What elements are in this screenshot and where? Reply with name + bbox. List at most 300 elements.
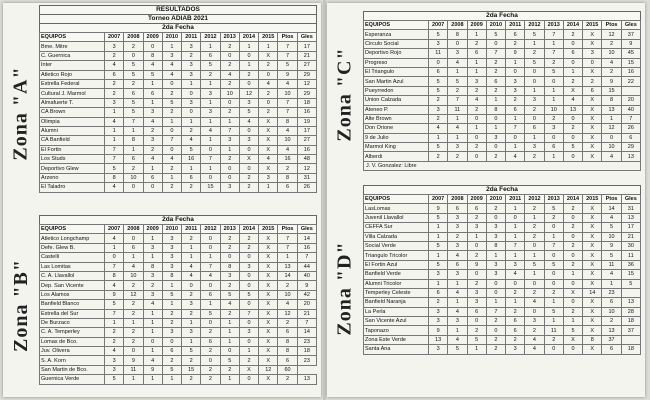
- score-cell: 5: [124, 108, 143, 117]
- score-cell: 6: [602, 345, 621, 354]
- score-cell: 2: [429, 96, 448, 105]
- team-name-cell: Defe. Glew B.: [40, 243, 105, 252]
- score-cell: 1: [162, 375, 181, 384]
- score-cell: 1: [467, 67, 486, 76]
- score-cell: 0: [525, 114, 544, 123]
- score-cell: 8: [583, 335, 602, 344]
- score-cell: 7: [239, 309, 258, 318]
- score-cell: 13: [621, 152, 640, 161]
- score-cell: 0: [544, 270, 563, 279]
- score-cell: 7: [297, 253, 316, 262]
- score-cell: 5: [621, 279, 640, 288]
- score-cell: 12: [278, 309, 297, 318]
- score-cell: 2: [124, 309, 143, 318]
- score-cell: 2: [544, 335, 563, 344]
- score-cell: 2: [124, 300, 143, 309]
- team-name-cell: CA Banfield: [40, 136, 105, 145]
- score-cell: X: [259, 290, 278, 299]
- team-name-cell: Ateneo P.: [364, 105, 429, 114]
- right-page: [327, 3, 645, 397]
- score-cell: 7: [278, 234, 297, 243]
- score-cell: 2: [259, 108, 278, 117]
- score-cell: 1: [544, 317, 563, 326]
- team-name-cell: El Triangulo: [364, 67, 429, 76]
- team-name-cell: Olimpia: [40, 117, 105, 126]
- score-cell: X: [259, 356, 278, 365]
- score-cell: 1: [143, 318, 162, 327]
- bye-note: J. V. Gonzalez: Libre: [363, 162, 641, 171]
- table-row: [40, 234, 317, 243]
- score-cell: 5: [124, 98, 143, 107]
- score-cell: X: [259, 164, 278, 173]
- team-name-cell: De Burzaco: [40, 318, 105, 327]
- score-cell: 9: [467, 260, 486, 269]
- score-cell: 3: [506, 86, 525, 95]
- column-header: 2007: [429, 195, 448, 204]
- score-cell: 3: [220, 183, 239, 192]
- score-cell: 2: [182, 356, 201, 365]
- table-row: [364, 105, 641, 114]
- column-header-teams: EQUIPOS: [40, 225, 105, 234]
- score-cell: 16: [297, 108, 316, 117]
- score-cell: 0: [486, 288, 505, 297]
- table-row: [40, 347, 317, 356]
- table-row: [40, 70, 317, 79]
- score-cell: 4: [201, 126, 220, 135]
- score-cell: 1: [602, 279, 621, 288]
- zone-b-table: [39, 215, 317, 385]
- score-cell: 9: [429, 326, 448, 335]
- score-cell: 1: [239, 42, 258, 51]
- score-cell: 3: [429, 39, 448, 48]
- score-cell: 2: [239, 243, 258, 252]
- table-row: [40, 356, 317, 365]
- score-cell: 1: [201, 117, 220, 126]
- table-row: [40, 136, 317, 145]
- score-cell: 1: [124, 318, 143, 327]
- score-cell: 1: [429, 279, 448, 288]
- score-cell: 3: [239, 262, 258, 271]
- zone-b-label: Zona "B": [9, 258, 32, 352]
- score-cell: 0: [467, 317, 486, 326]
- score-cell: 5: [429, 86, 448, 95]
- score-cell: 5: [602, 223, 621, 232]
- score-cell: 3: [143, 271, 162, 280]
- score-cell: 1: [124, 375, 143, 384]
- score-cell: 7: [220, 126, 239, 135]
- score-cell: 5: [105, 300, 124, 309]
- score-cell: 1: [124, 126, 143, 135]
- score-cell: 4: [182, 136, 201, 145]
- score-cell: X: [583, 67, 602, 76]
- score-cell: 7: [105, 155, 124, 164]
- score-cell: 3: [220, 271, 239, 280]
- team-name-cell: Juv. Olivera: [40, 347, 105, 356]
- score-cell: 2: [467, 105, 486, 114]
- score-cell: 3: [182, 98, 201, 107]
- score-cell: 2: [124, 337, 143, 346]
- score-cell: X: [583, 317, 602, 326]
- score-cell: 6: [621, 133, 640, 142]
- score-cell: 0: [239, 126, 258, 135]
- score-cell: 5: [239, 108, 258, 117]
- team-name-cell: C. A. Temperley: [40, 328, 105, 337]
- team-name-cell: CA Brown: [40, 108, 105, 117]
- score-cell: 0: [544, 279, 563, 288]
- score-cell: 6: [506, 30, 525, 39]
- score-cell: 1: [544, 96, 563, 105]
- score-cell: 1: [467, 232, 486, 241]
- score-cell: X: [259, 51, 278, 60]
- score-cell: 2: [105, 79, 124, 88]
- score-cell: 3: [105, 42, 124, 51]
- score-cell: 1: [506, 114, 525, 123]
- score-cell: 2: [278, 281, 297, 290]
- score-cell: 10: [602, 232, 621, 241]
- score-cell: 1: [220, 337, 239, 346]
- results-title: RESULTADOS: [39, 5, 317, 14]
- team-name-cell: Guernica Verde: [40, 375, 105, 384]
- score-cell: 15: [182, 365, 201, 374]
- team-name-cell: San Vicente Azul: [364, 317, 429, 326]
- score-cell: 6: [143, 89, 162, 98]
- score-cell: X: [259, 337, 278, 346]
- score-cell: X: [563, 288, 582, 297]
- score-cell: 1: [220, 117, 239, 126]
- column-header: 2009: [143, 225, 162, 234]
- score-cell: 40: [621, 105, 640, 114]
- team-name-cell: LasLomas: [364, 204, 429, 213]
- score-cell: 3: [448, 143, 467, 152]
- score-cell: X: [259, 281, 278, 290]
- table-row: [364, 288, 641, 297]
- score-cell: 0: [124, 234, 143, 243]
- table-row: [40, 281, 317, 290]
- score-cell: 4: [448, 251, 467, 260]
- table-row: [364, 124, 641, 133]
- score-cell: 30: [621, 241, 640, 250]
- score-cell: 2: [201, 70, 220, 79]
- score-cell: 9: [297, 281, 316, 290]
- score-cell: 3: [429, 345, 448, 354]
- score-cell: 0: [544, 251, 563, 260]
- score-cell: 1: [563, 270, 582, 279]
- score-cell: X: [259, 253, 278, 262]
- score-cell: 5: [182, 145, 201, 154]
- score-cell: 10: [278, 136, 297, 145]
- score-cell: 0: [563, 58, 582, 67]
- team-name-cell: San Martin de Bco.: [40, 365, 105, 374]
- score-cell: 8: [162, 271, 181, 280]
- score-cell: 1: [525, 86, 544, 95]
- score-cell: 2: [220, 309, 239, 318]
- score-cell: X: [259, 328, 278, 337]
- score-cell: 2: [429, 114, 448, 123]
- score-cell: 2: [182, 290, 201, 299]
- column-header: 2011: [182, 33, 201, 42]
- score-cell: 12: [239, 89, 258, 98]
- table-row: [40, 309, 317, 318]
- score-cell: 0: [563, 152, 582, 161]
- table-row: [40, 79, 317, 88]
- score-cell: 8: [105, 271, 124, 280]
- score-cell: 7: [162, 136, 181, 145]
- column-header: 2013: [220, 225, 239, 234]
- score-cell: 10: [544, 105, 563, 114]
- score-cell: 5: [220, 356, 239, 365]
- score-cell: X: [563, 335, 582, 344]
- column-header-teams: EQUIPOS: [40, 33, 105, 42]
- score-cell: 1: [506, 223, 525, 232]
- score-cell: 12: [602, 124, 621, 133]
- score-cell: 11: [448, 105, 467, 114]
- score-cell: 20: [621, 96, 640, 105]
- score-cell: 2: [467, 279, 486, 288]
- score-cell: 2: [105, 89, 124, 98]
- team-name-cell: Banfield Blanco: [40, 300, 105, 309]
- column-header: 2008: [124, 33, 143, 42]
- score-cell: 12: [297, 164, 316, 173]
- score-cell: X: [563, 86, 582, 95]
- score-cell: X: [583, 326, 602, 335]
- score-cell: 2: [220, 61, 239, 70]
- table-row: [364, 270, 641, 279]
- team-name-cell: C. A. Llavallol: [40, 271, 105, 280]
- score-cell: 0: [182, 281, 201, 290]
- score-cell: 21: [297, 309, 316, 318]
- score-cell: 1: [143, 234, 162, 243]
- score-cell: 23: [602, 288, 621, 297]
- score-cell: 3: [105, 365, 124, 374]
- score-cell: 3: [486, 260, 505, 269]
- score-cell: X: [583, 96, 602, 105]
- score-cell: 1: [544, 39, 563, 48]
- score-cell: 0: [201, 234, 220, 243]
- column-header: 2009: [467, 21, 486, 30]
- score-cell: 1: [182, 164, 201, 173]
- score-cell: 26: [621, 124, 640, 133]
- score-cell: 0: [486, 39, 505, 48]
- score-cell: 0: [162, 145, 181, 154]
- score-cell: 3: [467, 298, 486, 307]
- score-cell: 3: [486, 232, 505, 241]
- score-cell: 9: [143, 365, 162, 374]
- score-cell: X: [583, 152, 602, 161]
- table-row: [40, 318, 317, 327]
- score-cell: 4: [448, 288, 467, 297]
- score-cell: 2: [563, 241, 582, 250]
- score-cell: 10: [602, 49, 621, 58]
- score-cell: 7: [621, 114, 640, 123]
- score-cell: 2: [124, 164, 143, 173]
- score-cell: 6: [182, 173, 201, 182]
- column-header: Ptos: [602, 195, 621, 204]
- score-cell: 1: [143, 98, 162, 107]
- score-cell: 4: [429, 124, 448, 133]
- score-cell: 6: [448, 204, 467, 213]
- score-cell: 1: [525, 39, 544, 48]
- team-name-cell: Alte Brown: [364, 114, 429, 123]
- score-cell: X: [259, 234, 278, 243]
- score-cell: 2: [201, 375, 220, 384]
- score-cell: 2: [563, 223, 582, 232]
- score-cell: 0: [201, 173, 220, 182]
- team-name-cell: Atletico Rojo: [40, 70, 105, 79]
- score-cell: 4: [143, 61, 162, 70]
- table-row: [40, 375, 317, 384]
- score-cell: 2: [239, 356, 258, 365]
- score-cell: 6: [201, 337, 220, 346]
- score-cell: X: [583, 232, 602, 241]
- column-header: Gles: [621, 21, 640, 30]
- score-cell: 1: [544, 152, 563, 161]
- score-cell: 2: [220, 108, 239, 117]
- table-row: [40, 108, 317, 117]
- score-cell: 3: [239, 98, 258, 107]
- score-cell: 3: [525, 143, 544, 152]
- score-cell: 2: [201, 365, 220, 374]
- score-cell: 0: [239, 318, 258, 327]
- score-cell: 6: [506, 105, 525, 114]
- score-cell: 15: [201, 183, 220, 192]
- score-cell: 1: [259, 183, 278, 192]
- score-cell: 21: [621, 232, 640, 241]
- score-cell: 14: [297, 234, 316, 243]
- score-cell: 5: [278, 61, 297, 70]
- score-cell: 0: [525, 279, 544, 288]
- table-row: [40, 253, 317, 262]
- score-cell: 1: [467, 124, 486, 133]
- score-cell: 10: [602, 307, 621, 316]
- score-cell: 16: [297, 243, 316, 252]
- column-header: 2015: [259, 33, 278, 42]
- column-header: 2013: [220, 33, 239, 42]
- score-cell: 2: [182, 375, 201, 384]
- score-cell: 2: [220, 243, 239, 252]
- score-cell: 5: [105, 375, 124, 384]
- score-cell: X: [259, 300, 278, 309]
- score-cell: 0: [239, 375, 258, 384]
- score-cell: 0: [467, 270, 486, 279]
- score-cell: 2: [429, 152, 448, 161]
- score-cell: 0: [201, 243, 220, 252]
- score-cell: 14: [278, 271, 297, 280]
- score-cell: 7: [486, 307, 505, 316]
- column-header: 2008: [448, 195, 467, 204]
- score-cell: 2: [278, 164, 297, 173]
- column-header: 2012: [525, 195, 544, 204]
- score-cell: 6: [467, 204, 486, 213]
- score-cell: 2: [506, 288, 525, 297]
- score-cell: 3: [162, 51, 181, 60]
- score-cell: 2: [220, 42, 239, 51]
- score-cell: 2: [182, 234, 201, 243]
- score-cell: 6: [544, 143, 563, 152]
- column-header: 2015: [259, 225, 278, 234]
- score-cell: 3: [162, 262, 181, 271]
- score-cell: 7: [105, 309, 124, 318]
- table-row: [364, 86, 641, 95]
- score-cell: 3: [486, 223, 505, 232]
- score-cell: 5: [429, 241, 448, 250]
- table-row: [40, 173, 317, 182]
- score-cell: X: [583, 251, 602, 260]
- score-cell: X: [259, 318, 278, 327]
- score-cell: 3: [220, 136, 239, 145]
- score-cell: 2: [583, 77, 602, 86]
- fecha-header: 2da Fecha: [363, 185, 641, 194]
- score-cell: 0: [162, 337, 181, 346]
- score-cell: 2: [602, 317, 621, 326]
- score-cell: 7: [278, 243, 297, 252]
- score-cell: 4: [182, 271, 201, 280]
- score-cell: 9: [602, 77, 621, 86]
- score-cell: 6: [563, 49, 582, 58]
- score-cell: 1: [201, 164, 220, 173]
- score-cell: 0: [563, 298, 582, 307]
- table-row: [40, 98, 317, 107]
- score-cell: 0: [220, 51, 239, 60]
- score-cell: 6: [278, 183, 297, 192]
- score-cell: 4: [143, 117, 162, 126]
- score-cell: 3: [239, 136, 258, 145]
- team-name-cell: Deportivo Rojo: [364, 49, 429, 58]
- score-cell: 4: [143, 356, 162, 365]
- score-cell: 0: [201, 281, 220, 290]
- team-name-cell: Cultural J. Marmol: [40, 89, 105, 98]
- team-name-cell: Inter: [40, 61, 105, 70]
- score-cell: 1: [105, 126, 124, 135]
- score-cell: 15: [602, 86, 621, 95]
- column-header: 2014: [563, 195, 582, 204]
- score-cell: 5: [162, 365, 181, 374]
- table-row: [364, 213, 641, 222]
- score-cell: 8: [278, 337, 297, 346]
- score-cell: 0: [143, 42, 162, 51]
- score-cell: 0: [506, 279, 525, 288]
- score-cell: 1: [105, 136, 124, 145]
- score-cell: 2: [162, 183, 181, 192]
- team-name-cell: Progreso: [364, 58, 429, 67]
- score-cell: 2: [239, 183, 258, 192]
- score-cell: 0: [525, 241, 544, 250]
- score-cell: 7: [278, 42, 297, 51]
- score-cell: 2: [506, 335, 525, 344]
- score-cell: 1: [525, 251, 544, 260]
- table-row: [364, 298, 641, 307]
- score-cell: X: [583, 133, 602, 142]
- column-header: 2007: [105, 33, 124, 42]
- score-cell: 0: [162, 79, 181, 88]
- team-name-cell: Los Alamos: [40, 290, 105, 299]
- column-header: 2007: [429, 21, 448, 30]
- score-cell: 0: [259, 98, 278, 107]
- table-row: [40, 290, 317, 299]
- score-cell: 5: [544, 307, 563, 316]
- team-name-cell: Juvenil Llavallol: [364, 213, 429, 222]
- score-cell: 1: [448, 326, 467, 335]
- team-name-cell: Alumni Tricolor: [364, 279, 429, 288]
- score-cell: 5: [201, 309, 220, 318]
- column-header-teams: EQUIPOS: [364, 21, 429, 30]
- score-cell: 0: [525, 307, 544, 316]
- score-cell: 0: [486, 326, 505, 335]
- score-cell: 1: [467, 58, 486, 67]
- score-cell: 2: [525, 152, 544, 161]
- score-cell: 4: [105, 183, 124, 192]
- score-cell: 2: [182, 309, 201, 318]
- team-name-cell: 9 de Julio: [364, 133, 429, 142]
